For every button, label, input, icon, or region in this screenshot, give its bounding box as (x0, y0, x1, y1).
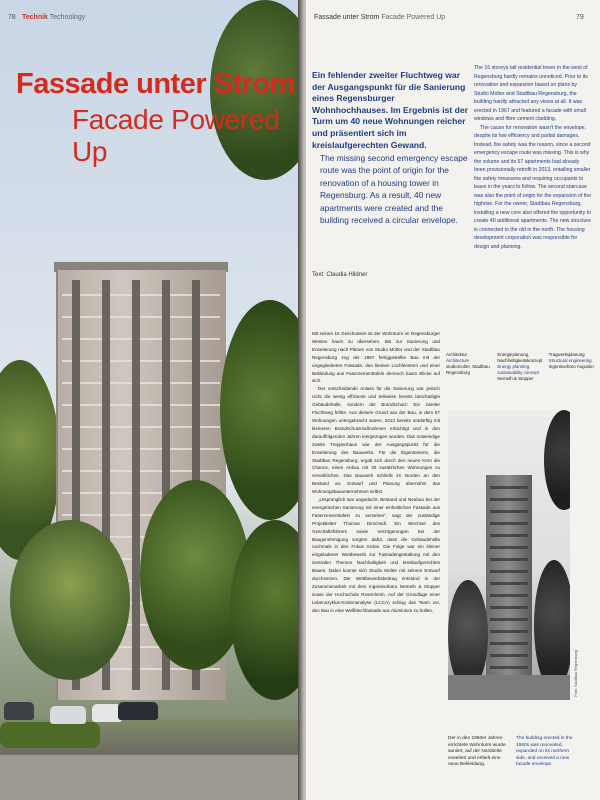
caption-en: The building erected in the 1960s was renovated, expanded on its northern side, and received a new facade envelope. (516, 736, 573, 768)
parked-car (4, 702, 34, 720)
street (0, 755, 302, 800)
article-title-de: Fassade unter Strom (16, 68, 295, 100)
section-label-en: Technology (49, 14, 86, 21)
project-credits (446, 352, 596, 382)
article-title-en: Facade Powered Up (72, 104, 280, 167)
credit-value: Nemeth & Stopper (497, 376, 534, 381)
section-label-de: Technik (22, 14, 48, 21)
ground (448, 675, 570, 700)
tree-silhouette (534, 560, 570, 690)
historic-tower-photo (448, 410, 570, 700)
tower-window-bands (490, 480, 528, 680)
german-body-column (312, 330, 440, 615)
credit-value: studiomolter, Stadtbau Regensburg (446, 364, 490, 375)
credit-label-de: Energieplanung, Nachhaltigkeitskonzept (497, 352, 543, 363)
tree-foliage (10, 520, 130, 680)
parked-car (118, 702, 158, 720)
credit-label-de: Architektur (446, 352, 467, 357)
caption-de: Der in den 1960er Jahren errichtete Wohnturm wurde saniert, auf der Nordseite erweitert und erhielt eine neue Bekleidung. (448, 736, 506, 768)
german-paragraph: Mit seinen 16 Geschossen ist der Wohnturm im Regensburger Westen kaum zu übersehen. Bis zur Sanierung und Erweiterung nach Plänen von Studio Molter und der Stadtbau Regensburg zog der 1967 fertiggestellte Bau mit der ungegliederten Fassade, den kleinen Lochfenstern und einer Bekleidung aus Faserzementtafeln dennoch kaum Blicke auf sich. (312, 331, 440, 384)
credit-architecture (446, 352, 493, 382)
page-number: 78 (8, 14, 16, 21)
photo-credit: Foto: Stadtbau Regensburg (574, 650, 578, 697)
running-header (314, 14, 445, 21)
credit-energy-planning (497, 352, 544, 382)
credit-value: Ingenieurbüro Augustin (548, 364, 594, 369)
english-paragraph: The cause for renovation wasn't the envelope, despite its low efficiency and partial damages. Instead, fire safety was the reason, since a second emergency escape route was missing. This is why the volume and its 57 apartments had already been provisionally retrofit in 2013, entailing smaller fire safety measures and requiring occupants to leave in the years to follow. The second staircase was also the point of origin for the expansion of the highrise. For the owner, Stadtbau Regensburg, installing a new core also offered the opportunity to create 40 additional apartments. The new structure is connected to the old in the north. The housing development corporation was responsible for design and planning. (474, 124, 592, 250)
credit-label-de: Tragwerksplanung (548, 352, 585, 357)
credit-label-en: Energy planning, sustainability concept (497, 364, 540, 375)
lead-paragraph-en: The missing second emergency escape route was the point of origin for the renovation of a housing tower in Regensburg. As a result, 40 new apartments were created and the building received a circular envelope. (320, 153, 468, 226)
running-header-en: Facade Powered Up (381, 14, 446, 21)
hedge (0, 722, 100, 748)
english-paragraph: The 16 storeys tall residential tower in the west of Regensburg hardly remains unnoticed. Prior to its renovation and expansion based on plans by Studio Molter and Stadtbau Regensburg, the building hardly attracted any views at all. It was erected in 1967 and featured a facade with small windows and fibre cement cladding. (474, 65, 588, 122)
author-byline: Text: Claudia Hildner (312, 272, 368, 278)
photo-captions (448, 736, 578, 769)
tree-foliage (220, 300, 302, 520)
parked-car (50, 706, 86, 724)
tree-silhouette (448, 580, 488, 690)
right-page (306, 0, 600, 800)
german-paragraph: Der entscheidende Anlass für die Sanierung war jedoch nicht die wenig effiziente und teilweise bereits beschädigte Gebäudehülle, sondern der Brandschutz: Ein zweiter Fluchtweg fehlte. Aus diesem Grund war der Bau, in dem 57 Wohnungen untergebracht waren, 2013 bereits notdürftig mit kleineren Brandschutzmaßnahmen ertüchtigt und in den darauffolgenden Jahren leergezogen worden. Das notwendige zweite Treppenhaus war der Ausgangspunkt für die Erweiterung des Bauwerks. Für die Eigentümerin, die Stadtbau Regensburg, ergab sich durch den neuen Kern die Chance, einen Anbau mit 40 zusätzlichen Wohnungen zu verwirklichen. Das Bauwerk schließt im Norden an den Bestand an; Entwurf und Planung übernahm das Wohnungsbauunternehmen selbst. (312, 386, 440, 495)
page-number: 79 (576, 14, 584, 21)
running-header-de: Fassade unter Strom (314, 14, 380, 21)
english-text-column (474, 64, 592, 251)
tree-silhouette (544, 410, 570, 510)
credit-label-en: Structural engineering (548, 358, 592, 363)
lead-paragraph-de: Ein fehlender zweiter Fluchtweg war der Ausgangspunkt für die Sanierung eines Regensburger Wohnhochhauses. Im Ergebnis ist der Turm um 40 neue Wohnungen reicher und präsentiert sich im kreislaufgerechten Gewand. (312, 70, 468, 150)
credit-structural (549, 352, 596, 382)
credit-label-en: Architecture (446, 358, 470, 363)
section-label (22, 14, 85, 21)
german-paragraph: „Ursprünglich war angedacht, Bestand und Neubau bei der energetischen Sanierung mit einer einheitlichen Fassade aus Faserzementtafeln zu versehen“, sagt der zuständige Projektleiter Thomas Dirschedl. Ein Wechsel des Geschäftsführers sowie Verzögerungen bei der Baugenehmigung sorgten dafür, dass die Gebäudehülle nochmals in den Fokus rückte. Die Folge war ein kleiner eingeladener Wettbewerb zur Fassadengestaltung mit den zentralen Themen Nachhaltigkeit und kreislaufgerechtes Bauen. Dabei konnte sich Studio Molter mit seinem Entwurf durchsetzen. Der Wettbewerbsbeitrag entstand in der Zusammenarbeit mit dem Ingenieurbüro Nemeth & Stopper sowie der Hochschule Rosenheim. Auf der Grundlage einer Lebenszyklus-Kostenanalyse (LCCA) schlug das Team vor, den Bau in eine Wellblechfassade aus Aluminium zu hüllen. (312, 497, 440, 613)
